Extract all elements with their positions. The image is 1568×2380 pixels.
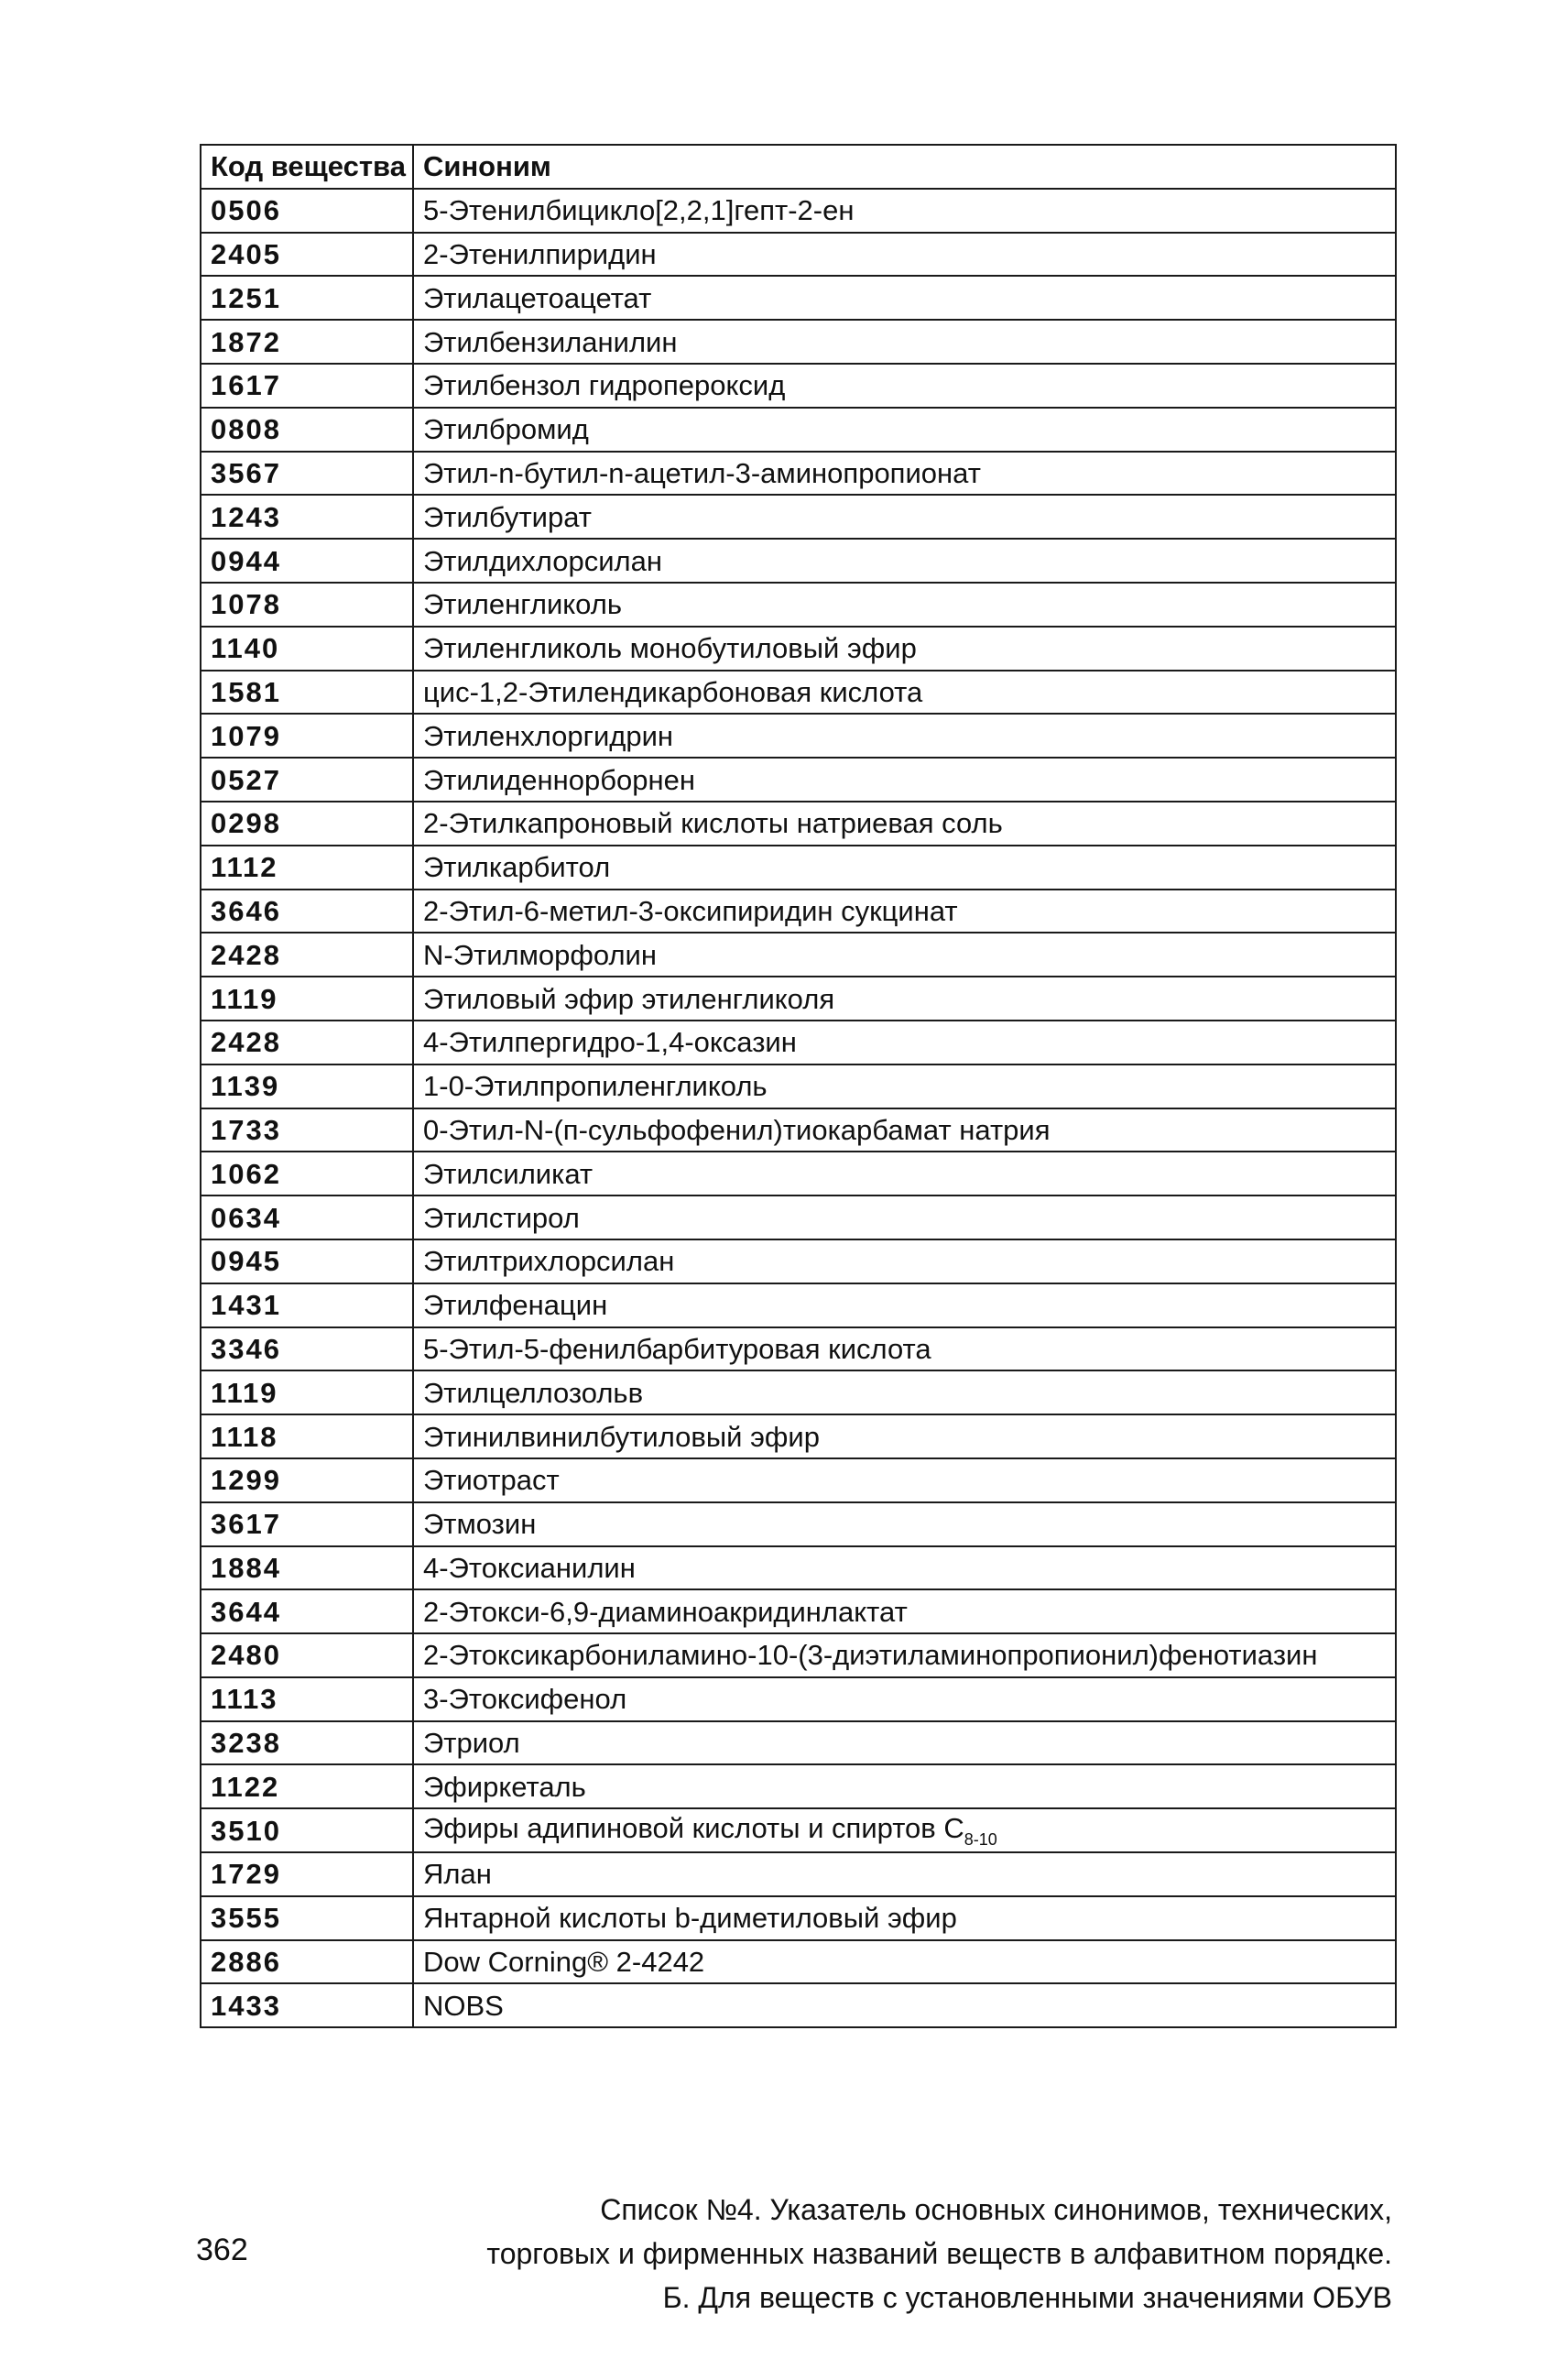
table-row: [201, 1852, 1396, 1896]
synonym-text: Эфиры адипиновой кислоты и спиртов C: [423, 1811, 964, 1844]
synonym-text: Этил-n-бутил-n-ацетил-3-аминопропионат: [423, 456, 981, 489]
synonym-cell: [413, 1327, 1396, 1371]
synonym-cell: [413, 1677, 1396, 1721]
substance-code: 1729: [201, 1852, 413, 1896]
table-body: [201, 189, 1396, 2027]
synonym-text: 2-Этенилпиридин: [423, 237, 657, 270]
table-row: [201, 1589, 1396, 1633]
synonym-text: Янтарной кислоты b-диметиловый эфир: [423, 1902, 957, 1935]
table-row: [201, 408, 1396, 452]
synonym-cell: [413, 977, 1396, 1021]
synonym-cell: [413, 714, 1396, 758]
synonym-cell: [413, 1370, 1396, 1414]
substance-code: 1119: [201, 1370, 413, 1414]
synonym-cell: [413, 1940, 1396, 1984]
synonym-cell: [413, 364, 1396, 408]
substance-code: 3644: [201, 1589, 413, 1633]
table-row: [201, 539, 1396, 583]
table-row: [201, 1021, 1396, 1064]
table-row: [201, 1195, 1396, 1239]
substance-code: 0944: [201, 539, 413, 583]
substance-code: 3510: [201, 1808, 413, 1852]
substance-code: 1251: [201, 276, 413, 320]
synonym-text: 3-Этоксифенол: [423, 1683, 627, 1716]
substance-code: 1119: [201, 977, 413, 1021]
synonym-text: 4-Этилпергидро-1,4-оксазин: [423, 1026, 797, 1059]
table-row: [201, 1152, 1396, 1195]
substance-code: 3346: [201, 1327, 413, 1371]
synonym-cell: [413, 1896, 1396, 1940]
synonym-cell: [413, 1283, 1396, 1327]
table-row: [201, 452, 1396, 496]
substance-code: 1884: [201, 1546, 413, 1590]
table-row: [201, 714, 1396, 758]
synonym-cell: [413, 1546, 1396, 1590]
synonym-cell: [413, 408, 1396, 452]
table-row: [201, 671, 1396, 715]
substance-code: 1122: [201, 1764, 413, 1808]
substance-code: 0298: [201, 802, 413, 846]
synonym-cell: [413, 1721, 1396, 1765]
table-row: [201, 583, 1396, 627]
table-row: [201, 1064, 1396, 1108]
substance-code: 1299: [201, 1458, 413, 1502]
page-caption: [476, 2188, 1392, 2320]
synonym-text: 2-Этокси-6,9-диаминоакридинлактат: [423, 1595, 908, 1628]
table-row: [201, 1414, 1396, 1458]
synonym-text: Этиотраст: [423, 1464, 560, 1497]
substance-code: 3567: [201, 452, 413, 496]
table-header-row: [201, 145, 1396, 189]
synonym-cell: [413, 890, 1396, 933]
substance-code: 1079: [201, 714, 413, 758]
synonym-text: Этилстирол: [423, 1201, 580, 1234]
synonym-text: 2-Этил-6-метил-3-оксипиридин сукцинат: [423, 894, 958, 927]
synonym-text: Этилцеллозольв: [423, 1376, 644, 1409]
table-row: [201, 233, 1396, 277]
synonym-text: Этмозин: [423, 1508, 537, 1541]
substance-code: 1078: [201, 583, 413, 627]
substance-code: 1581: [201, 671, 413, 715]
caption-line: Список №4. Указатель основных синонимов, технических,: [600, 2193, 1392, 2226]
substance-code: 1433: [201, 1983, 413, 2027]
table-row: [201, 1108, 1396, 1152]
synonym-text: Этилиденнорборнен: [423, 763, 695, 796]
synonym-cell: [413, 1239, 1396, 1283]
table-row: [201, 495, 1396, 539]
synonym-text: N-Этилморфолин: [423, 938, 657, 971]
table-row: [201, 1764, 1396, 1808]
substance-code: 1113: [201, 1677, 413, 1721]
synonym-text: Этилтрихлорсилан: [423, 1245, 675, 1278]
synonym-text: 0-Этил-N-(п-сульфофенил)тиокарбамат натрия: [423, 1113, 1051, 1146]
synonym-text: Этилсиликат: [423, 1157, 593, 1190]
substance-code: 2405: [201, 233, 413, 277]
synonym-text: Этилкарбитол: [423, 851, 611, 884]
table-row: [201, 1370, 1396, 1414]
substance-code: 2428: [201, 1021, 413, 1064]
synonym-cell: [413, 1764, 1396, 1808]
substance-code: 3617: [201, 1502, 413, 1546]
substance-code: 0634: [201, 1195, 413, 1239]
table-row: [201, 1239, 1396, 1283]
synonym-cell: [413, 1589, 1396, 1633]
caption-line: торговых и фирменных названий веществ в алфавитном порядке.: [486, 2237, 1392, 2270]
synonym-subscript: 8-10: [964, 1829, 997, 1849]
substance-code: 1431: [201, 1283, 413, 1327]
synonym-cell: [413, 539, 1396, 583]
table-row: [201, 1502, 1396, 1546]
synonym-cell: [413, 802, 1396, 846]
substance-code: 2886: [201, 1940, 413, 1984]
table-row: [201, 189, 1396, 233]
table-row: [201, 1327, 1396, 1371]
synonym-cell: [413, 1983, 1396, 2027]
synonym-cell: [413, 1502, 1396, 1546]
synonym-text: Этиловый эфир этиленгликоля: [423, 982, 835, 1015]
table-row: [201, 1983, 1396, 2027]
substance-code: 1733: [201, 1108, 413, 1152]
synonym-cell: [413, 583, 1396, 627]
substance-code: 0945: [201, 1239, 413, 1283]
synonym-cell: [413, 1852, 1396, 1896]
synonym-cell: [413, 1108, 1396, 1152]
substance-code: 3238: [201, 1721, 413, 1765]
substance-code: 1140: [201, 627, 413, 671]
synonym-cell: [413, 320, 1396, 364]
page-number: 362: [196, 2233, 248, 2267]
table-row: [201, 1808, 1396, 1852]
synonym-text: Этилбутират: [423, 500, 592, 533]
synonym-cell: [413, 1458, 1396, 1502]
synonym-text: Этилбензиланилин: [423, 325, 678, 358]
caption-line: Б. Для веществ с установленными значениями ОБУВ: [662, 2281, 1392, 2314]
synonym-cell: [413, 452, 1396, 496]
substance-code: 1617: [201, 364, 413, 408]
table-row: [201, 1283, 1396, 1327]
table-row: [201, 890, 1396, 933]
substance-code: 0506: [201, 189, 413, 233]
synonym-text: 2-Этоксикарбониламино-10-(3-диэтиламинопропионил)фенотиазин: [423, 1639, 1318, 1672]
table-row: [201, 933, 1396, 977]
synonym-cell: [413, 233, 1396, 277]
table-row: [201, 1677, 1396, 1721]
table-row: [201, 802, 1396, 846]
synonym-cell: [413, 189, 1396, 233]
substance-code: 0808: [201, 408, 413, 452]
synonym-text: 1-0-Этилпропиленгликоль: [423, 1070, 768, 1103]
synonym-text: цис-1,2-Этилендикарбоновая кислота: [423, 675, 923, 708]
substance-code: 1139: [201, 1064, 413, 1108]
substance-code: 1243: [201, 495, 413, 539]
synonym-cell: [413, 1021, 1396, 1064]
table-row: [201, 1896, 1396, 1940]
substance-code: 2428: [201, 933, 413, 977]
table-row: [201, 758, 1396, 802]
table-row: [201, 1721, 1396, 1765]
table-row: [201, 320, 1396, 364]
synonyms-table: [200, 144, 1397, 2028]
synonym-cell: [413, 276, 1396, 320]
synonym-cell: [413, 671, 1396, 715]
synonym-text: Эфиркеталь: [423, 1770, 586, 1803]
substance-code: 0527: [201, 758, 413, 802]
synonym-cell: [413, 758, 1396, 802]
table-row: [201, 364, 1396, 408]
table-row: [201, 1546, 1396, 1590]
synonym-cell: [413, 933, 1396, 977]
synonym-cell: [413, 846, 1396, 890]
synonym-text: Этилфенацин: [423, 1289, 608, 1322]
synonym-cell: [413, 1152, 1396, 1195]
column-header-synonym: Синоним: [413, 145, 1396, 189]
synonym-text: Этиленгликоль монобутиловый эфир: [423, 632, 917, 665]
synonym-text: Этилдихлорсилан: [423, 544, 662, 577]
table-row: [201, 1940, 1396, 1984]
synonym-text: Этилбензол гидропероксид: [423, 369, 786, 402]
synonym-text: Этиленгликоль: [423, 588, 622, 621]
synonym-text: Ялан: [423, 1858, 492, 1891]
synonym-text: 4-Этоксианилин: [423, 1551, 636, 1584]
substance-code: 1112: [201, 846, 413, 890]
synonym-cell: [413, 495, 1396, 539]
synonym-cell: [413, 1414, 1396, 1458]
synonym-text: 5-Этил-5-фенилбарбитуровая кислота: [423, 1332, 931, 1365]
synonym-cell: [413, 627, 1396, 671]
table-row: [201, 1458, 1396, 1502]
synonym-text: Этриол: [423, 1727, 520, 1760]
table-row: [201, 977, 1396, 1021]
table-row: [201, 846, 1396, 890]
synonym-text: Этиленхлоргидрин: [423, 719, 674, 752]
synonym-text: NOBS: [423, 1989, 504, 2022]
substance-code: 2480: [201, 1633, 413, 1677]
substance-code: 3646: [201, 890, 413, 933]
synonym-text: Этилбромид: [423, 413, 589, 446]
synonym-text: 2-Этилкапроновый кислоты натриевая соль: [423, 807, 1003, 840]
table-row: [201, 1633, 1396, 1677]
synonym-text: Этилацетоацетат: [423, 281, 652, 314]
column-header-code: Код вещества: [201, 145, 413, 189]
substance-code: 1872: [201, 320, 413, 364]
synonym-text: Этинилвинилбутиловый эфир: [423, 1420, 820, 1453]
synonym-cell: [413, 1064, 1396, 1108]
synonym-cell: [413, 1195, 1396, 1239]
synonym-text: 5-Этенилбицикло[2,2,1]гепт-2-ен: [423, 194, 855, 227]
table-row: [201, 627, 1396, 671]
substance-code: 1118: [201, 1414, 413, 1458]
synonym-cell: [413, 1633, 1396, 1677]
synonym-cell: [413, 1808, 1396, 1852]
substance-code: 3555: [201, 1896, 413, 1940]
synonym-text: Dow Corning® 2-4242: [423, 1946, 705, 1979]
table-row: [201, 276, 1396, 320]
substance-code: 1062: [201, 1152, 413, 1195]
